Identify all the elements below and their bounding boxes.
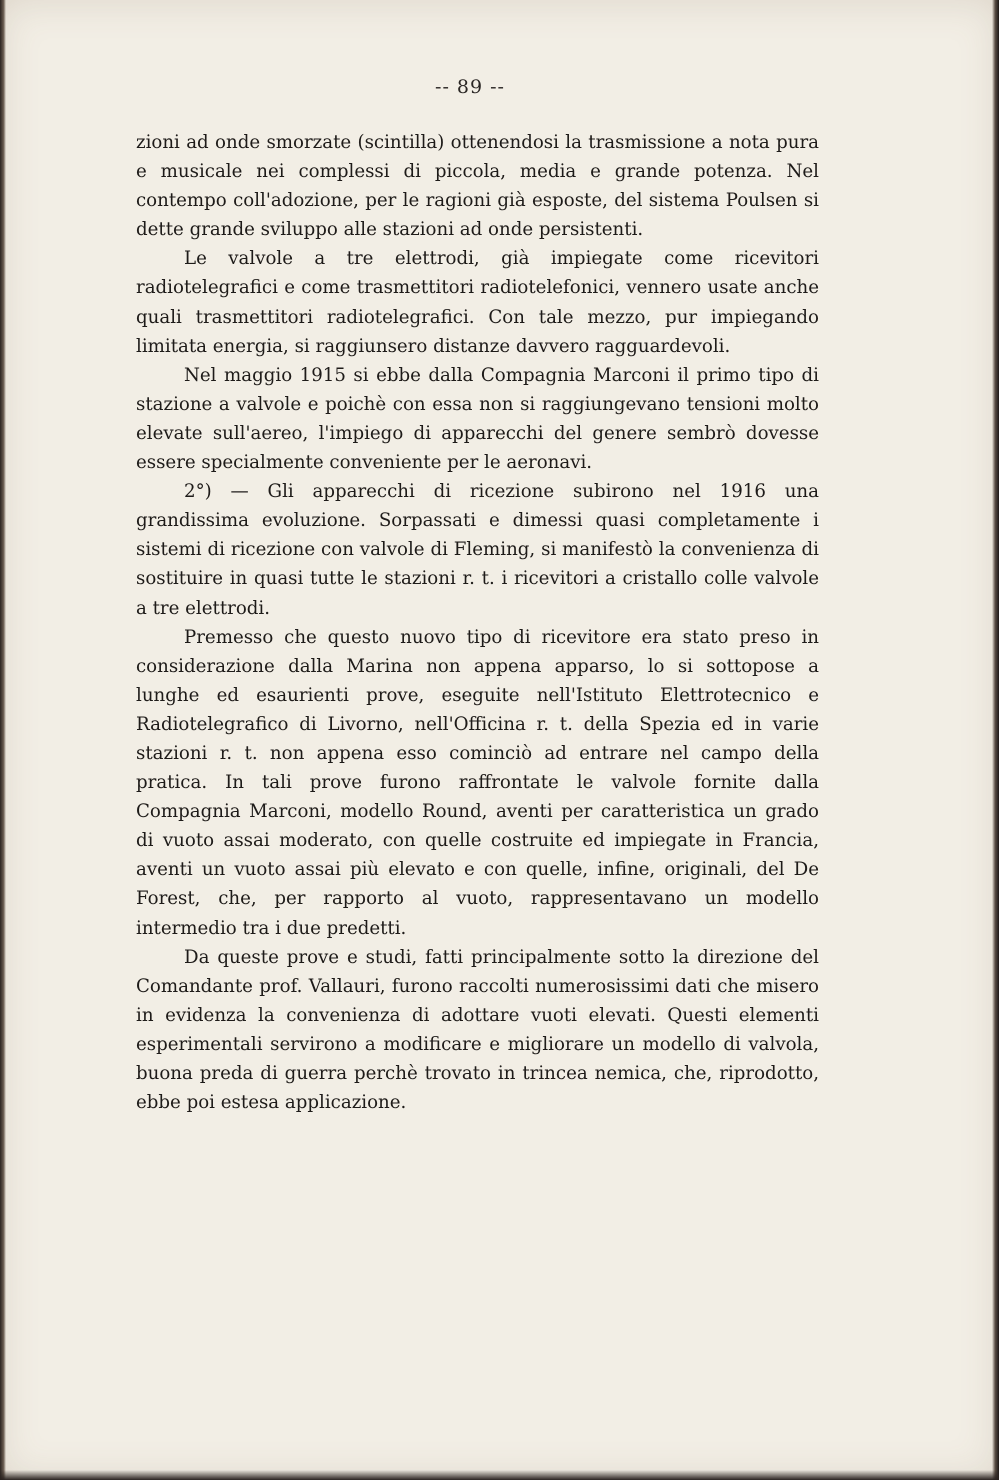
paragraph: Nel maggio 1915 si ebbe dalla Compagnia Marconi il primo tipo di stazione a valvole e poichè con essa non si raggiungevano tensioni molto elevate sull'aereo, l'impiego di apparecchi del genere sembrò dovesse essere specialmente conveniente per le aeronavi. — [136, 364, 819, 474]
paragraph: Da queste prove e studi, fatti principalmente sotto la direzione del Comandante prof. Vallauri, furono raccolti numerosissimi dati che misero in evidenza la convenienza di adottare vuoti elevati. Questi elementi esperimentali servirono a modificare e migliorare un modello di valvola, buona preda di guerra perchè trovato in trincea nemica, che, riprodotto, ebbe poi estesa applicazione. — [136, 946, 819, 1114]
paragraph: Le valvole a tre elettrodi, già impiegate come ricevitori radiotelegrafici e come trasmettitori radiotelefonici, vennero usate anche quali trasmettitori radiotelegrafici. Con tale mezzo, pur impiegando limitata energia, si raggiunsero distanze davvero ragguardevoli. — [136, 248, 819, 357]
page-body — [136, 128, 819, 1117]
paragraph: 2°) — Gli apparecchi di ricezione subirono nel 1916 una grandissima evoluzione. Sorpassati e dimessi quasi completamente i sistemi di ricezione con valvole di Fleming, si manifestò la convenienza di sostituire in quasi tutte le stazioni r. t. i ricevitori a cristallo colle valvole a tre elettrodi. — [136, 481, 819, 619]
paragraph: zioni ad onde smorzate (scintilla) ottenendosi la trasmissione a nota pura e musicale nei complessi di piccola, media e grande potenza. Nel contempo coll'adozione, per le ragioni già esposte, del sistema Poulsen si dette grande sviluppo alle stazioni ad onde persistenti. — [136, 132, 819, 241]
paragraph: Premesso che questo nuovo tipo di ricevitore era stato preso in considerazione dalla Marina non appena apparso, lo si sottopose a lunghe ed esaurienti prove, eseguite nell'Istituto Elettrotecnico e Radiotelegrafico di Livorno, nell'Officina r. t. della Spezia ed in varie stazioni r. t. non appena esso cominciò ad entrare nel campo della pratica. In tali prove furono raffrontate le valvole fornite dalla Compagnia Marconi, modello Round, aventi per caratteristica un grado di vuoto assai moderato, con quelle costruite ed impiegate in Francia, aventi un vuoto assai più elevato e con quelle, infine, originali, del De Forest, che, per rapporto al vuoto, rappresentavano un modello intermedio tra i due predetti. — [136, 626, 819, 939]
page-left-edge — [0, 0, 6, 1480]
page-bottom-edge — [0, 1470, 999, 1480]
page-right-edge — [992, 0, 999, 1480]
page-number: -- 89 -- — [435, 76, 505, 98]
